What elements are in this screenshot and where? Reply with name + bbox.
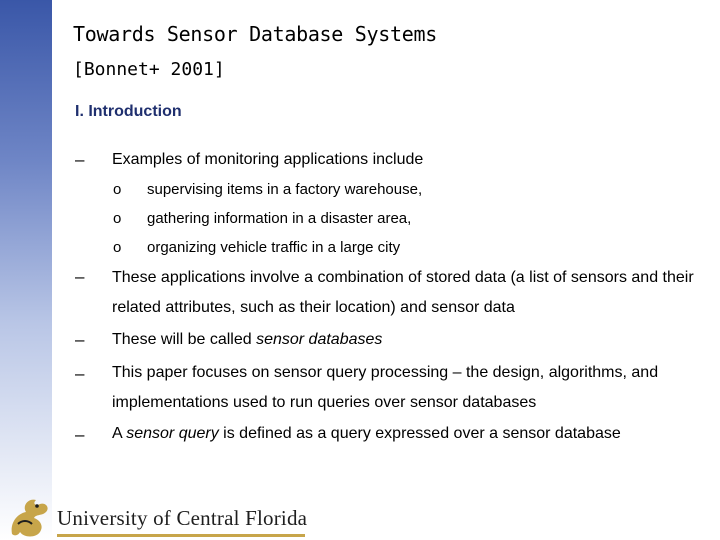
sub-bullet-item: organizing vehicle traffic in a large city xyxy=(147,239,401,256)
sub-bullet-item: supervising items in a factory warehouse, xyxy=(147,181,423,198)
university-logo-text: University of Central Florida xyxy=(57,506,308,530)
bullet-item: This paper focuses on sensor query processing – the design, algorithms, and implementations used to run queries over sensor databases xyxy=(112,364,659,411)
emphasis-term: sensor databases xyxy=(256,331,383,348)
logo-underline xyxy=(57,534,305,537)
left-gradient-bar xyxy=(0,0,52,540)
slide-title: Towards Sensor Database Systems xyxy=(73,22,437,46)
bullet-dash: – xyxy=(75,267,85,286)
slide-subtitle: [Bonnet+ 2001] xyxy=(73,59,225,80)
bullet-dash: – xyxy=(75,150,85,169)
emphasis-term: sensor query xyxy=(126,425,219,442)
bullet-dash: – xyxy=(75,364,85,383)
bullet-item: These applications involve a combination of stored data (a list of sensors and their related attributes, such as their location) and sensor data xyxy=(112,269,694,316)
bullet-dash: – xyxy=(75,330,85,349)
section-heading: I. Introduction xyxy=(75,103,182,120)
bullet-item: These will be called sensor databases xyxy=(112,331,383,348)
sub-bullet-marker: o xyxy=(113,181,122,198)
sub-bullet-marker: o xyxy=(113,239,122,256)
pegasus-icon xyxy=(6,494,54,540)
bullet-item: A sensor query is defined as a query expressed over a sensor database xyxy=(112,425,621,442)
bullet-dash: – xyxy=(75,425,85,444)
sub-bullet-marker: o xyxy=(113,210,122,227)
sub-bullet-item: gathering information in a disaster area, xyxy=(147,210,412,227)
bullet-item: Examples of monitoring applications include xyxy=(112,151,424,168)
